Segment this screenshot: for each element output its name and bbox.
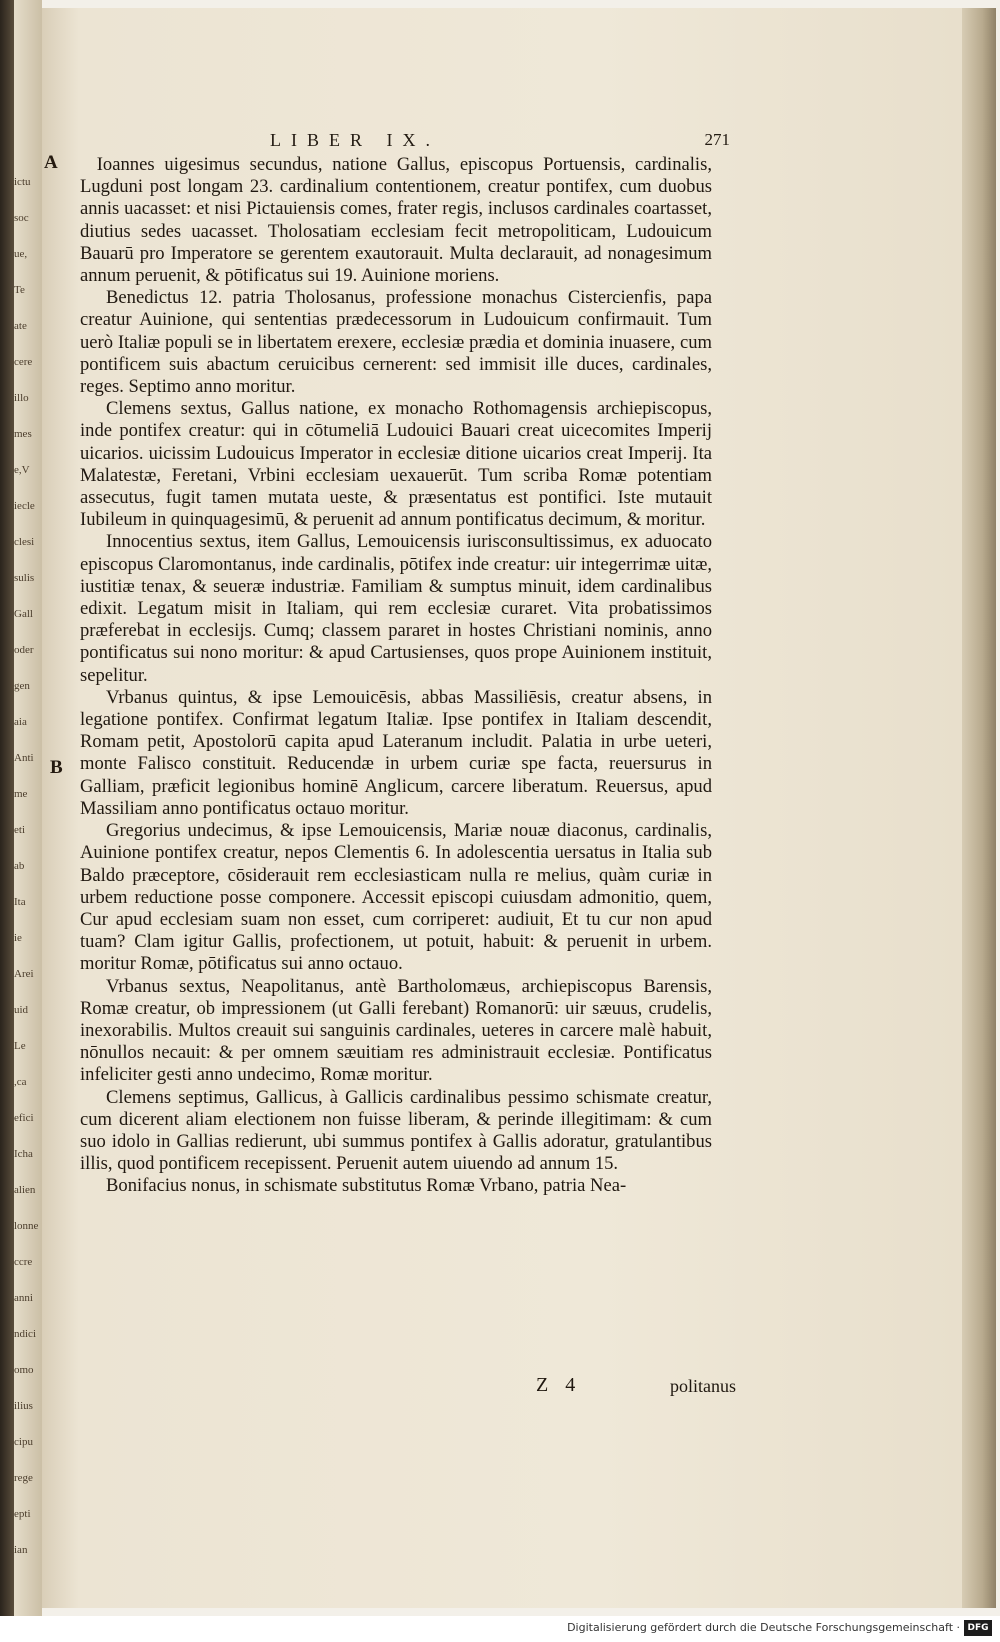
left-page-fragment: oder bbox=[14, 644, 34, 656]
left-page-fragment: e,V bbox=[14, 464, 30, 476]
left-page-fragment: aia bbox=[14, 716, 27, 728]
margin-letter-b: B bbox=[50, 757, 63, 778]
dfg-logo: DFG bbox=[964, 1620, 992, 1636]
paragraph-ioannes: Ioannes uigesimus secundus, natione Gallus, episcopus Portuensis, cardinalis, Lugduni post longam 23. cardinalium contentionem, creatur pontifex, cum duobus annis uacasset: et nisi Pictauiensis comes, frater regis, inclusos cardinales coartasset, diutius sedes uacasset. Tholosatiam ecclesiam fecit metropoliticam, Ludouicum Bauarū pro Imperatore se gerentem exautorauit. Multa declarauit, ad nonagesimum annum peruenit, & pōtificatus sui 19. Auinione moriens. bbox=[80, 154, 712, 287]
previous-page-edge bbox=[14, 0, 42, 1642]
left-page-fragment: gen bbox=[14, 680, 30, 692]
left-page-fragment: lonne bbox=[14, 1220, 39, 1232]
left-page-fragment: epti bbox=[14, 1508, 31, 1520]
left-page-fragment: iecle bbox=[14, 500, 35, 512]
page-stack-edge bbox=[962, 8, 996, 1608]
left-page-fragment: eti bbox=[14, 824, 25, 836]
page-header bbox=[270, 130, 730, 156]
page-footer bbox=[536, 1374, 736, 1402]
left-page-fragment: ue, bbox=[14, 248, 28, 260]
left-page-fragment: cipu bbox=[14, 1436, 33, 1448]
left-page-fragment: mes bbox=[14, 428, 32, 440]
left-page-fragment: ,ca bbox=[14, 1076, 27, 1088]
left-page-fragment: sulis bbox=[14, 572, 35, 584]
credit-bar bbox=[0, 1616, 1000, 1642]
left-page-fragment: Le bbox=[14, 1040, 26, 1052]
left-page-fragment: ie bbox=[14, 932, 22, 944]
catchword: politanus bbox=[670, 1376, 736, 1396]
left-page-fragment: illo bbox=[14, 392, 29, 404]
left-page-fragment: ab bbox=[14, 860, 25, 872]
folio-number: 271 bbox=[704, 130, 730, 149]
margin-letter-a: A bbox=[44, 152, 58, 173]
paragraph-gregorius: Gregorius undecimus, & ipse Lemouicensis, Mariæ nouæ diaconus, cardinalis, Auinione pontifex creatur, nepos Clementis 6. In adolescentia uersatus in Italia sub Baldo præceptore, cōsiderauit rem ecclesiasticam nulla re melius, quàm curiæ in urbem reductione posse componere. Accessit episcopi cuiusdam admonitio, quem, Cur apud ecclesiam suam non esset, cum corriperet: audiuit, Et tu cur non apud tuam? Clam igitur Gallis, profectionem, ut potuit, habuit: & peruenit in urbem. moritur Romæ, pōtificatus sui anno octauo. bbox=[80, 820, 712, 975]
paragraph-clemens-sextus: Clemens sextus, Gallus natione, ex monacho Rothomagensis archiepiscopus, inde pontifex creatur: qui in cōtumeliā Ludouici Bauari creat uicecomites Imperij uicarios. uicissim Ludouicus Imperator in ecclesiæ ditione uicarios creat Imperij. Ita Malatestæ, Feretani, Vrbini ecclesiam uexauerūt. Tum scriba Romæ potentiam assecutus, fugit tamen mutata ueste, & præsentatus est pontifici. Iste mutauit Iubileum in quinquagesimū, & peruenit ad annum pontificatus decimum, & moritur. bbox=[80, 398, 712, 531]
paragraph-clemens-septimus: Clemens septimus, Gallicus, à Gallicis cardinalibus pessimo schismate creatur, cum dicerent aliam electionem non fuisse liberam, & perinde illegitimam: & cum suo idolo in Gallias redierunt, ubi summus pontifex à Gallis adoratur, gratulantibus illis, quod pontificem recepissent. Peruenit autem uiuendo ad annum 15. bbox=[80, 1086, 712, 1175]
left-page-fragment: ndici bbox=[14, 1328, 36, 1340]
signature-mark: Z 4 bbox=[536, 1374, 582, 1396]
left-page-fragment: ictu bbox=[14, 176, 31, 188]
paragraph-benedictus: Benedictus 12. patria Tholosanus, professione monachus Cistercienfis, papa creatur Auinione, qui sententias prædecessorum in Ludouicum confirmauit. Tum uerò Italiæ populi se in libertatem erexere, ecclesiæ prædia et dominia inuasere, cum pontificem suis abactum ceruicibus cernerent: sed immisit ille duces, cardinales, reges. Septimo anno moritur. bbox=[80, 287, 712, 398]
left-page-fragment: Ita bbox=[14, 896, 26, 908]
credit-text: Digitalisierung gefördert durch die Deutsche Forschungsgemeinschaft · bbox=[567, 1621, 960, 1634]
left-page-fragment: Icha bbox=[14, 1148, 33, 1160]
left-page-fragment: ilius bbox=[14, 1400, 33, 1412]
left-page-fragment: rege bbox=[14, 1472, 33, 1484]
left-page-fragment: Gall bbox=[14, 608, 33, 620]
left-page-fragment: Arei bbox=[14, 968, 34, 980]
left-page-fragment: efici bbox=[14, 1112, 34, 1124]
left-page-fragment: me bbox=[14, 788, 28, 800]
paragraph-innocentius: Innocentius sextus, item Gallus, Lemouicensis iurisconsultissimus, ex aduocato episcopus Claromontanus, inde cardinalis, pōtifex inde creatur: uir integerrimæ uitæ, iustitiæ tenax, & seueræ industriæ. Familiam & sumptus minuit, idem cardinalibus edixit. Legatum misit in Italiam, qui rem ecclesiæ curaret. Vita probatissimos præferebat in ecclesijs. Cumq; classem pararet in hostes Christiani nominis, anno pontificatus sui nono moritur: & apud Cartusienses, quos prope Auinionem instituit, sepelitur. bbox=[80, 531, 712, 686]
body-text bbox=[80, 154, 712, 1198]
left-page-fragment: alien bbox=[14, 1184, 36, 1196]
binding-shadow bbox=[0, 0, 14, 1642]
left-page-fragment: soc bbox=[14, 212, 29, 224]
left-page-fragment: cere bbox=[14, 356, 33, 368]
left-page-fragment: ate bbox=[14, 320, 27, 332]
left-page-fragment: anni bbox=[14, 1292, 33, 1304]
left-page-fragment: Anti bbox=[14, 752, 34, 764]
left-page-fragment: Te bbox=[14, 284, 25, 296]
left-page-fragment: omo bbox=[14, 1364, 34, 1376]
left-page-fragment: clesi bbox=[14, 536, 35, 548]
running-head: LIBER IX. bbox=[270, 130, 440, 150]
paragraph-urbanus-sextus: Vrbanus sextus, Neapolitanus, antè Bartholomæus, archiepiscopus Barensis, Romæ creatur, ob impressionem (ut Galli ferebant) Romanorū: uir sæuus, crudelis, inexorabilis. Multos creauit sui sanguinis cardinales, ueteres in carcere malè habuit, nōnullos necauit: & per omnem sæuitiam res administrauit ecclesiæ. Pontificatus infeliciter gesti anno undecimo, Romæ moritur. bbox=[80, 975, 712, 1086]
paragraph-urbanus-quintus: Vrbanus quintus, & ipse Lemouicēsis, abbas Massiliēsis, creatur absens, in legatione pontifex. Confirmat legatum Italiæ. Ipse pontifex in Italiam descendit, Romam petit, Apostolorū capita apud Lateranum includit. Palatia in urbe ueteri, monte Falisco constituit. Reducendæ in urbem curiæ spe facta, reuersurus in Galliam, præficit legionibus hominē Anglicum, carcere liberatum. Reuersus, apud Massiliam anno pontificatus octauo moritur. bbox=[80, 686, 712, 819]
paragraph-bonifacius: Bonifacius nonus, in schismate substitutus Romæ Vrbano, patria Nea- bbox=[106, 1175, 627, 1197]
left-page-fragment: ian bbox=[14, 1544, 28, 1556]
left-page-fragment: ccre bbox=[14, 1256, 33, 1268]
left-page-fragment: uid bbox=[14, 1004, 29, 1016]
